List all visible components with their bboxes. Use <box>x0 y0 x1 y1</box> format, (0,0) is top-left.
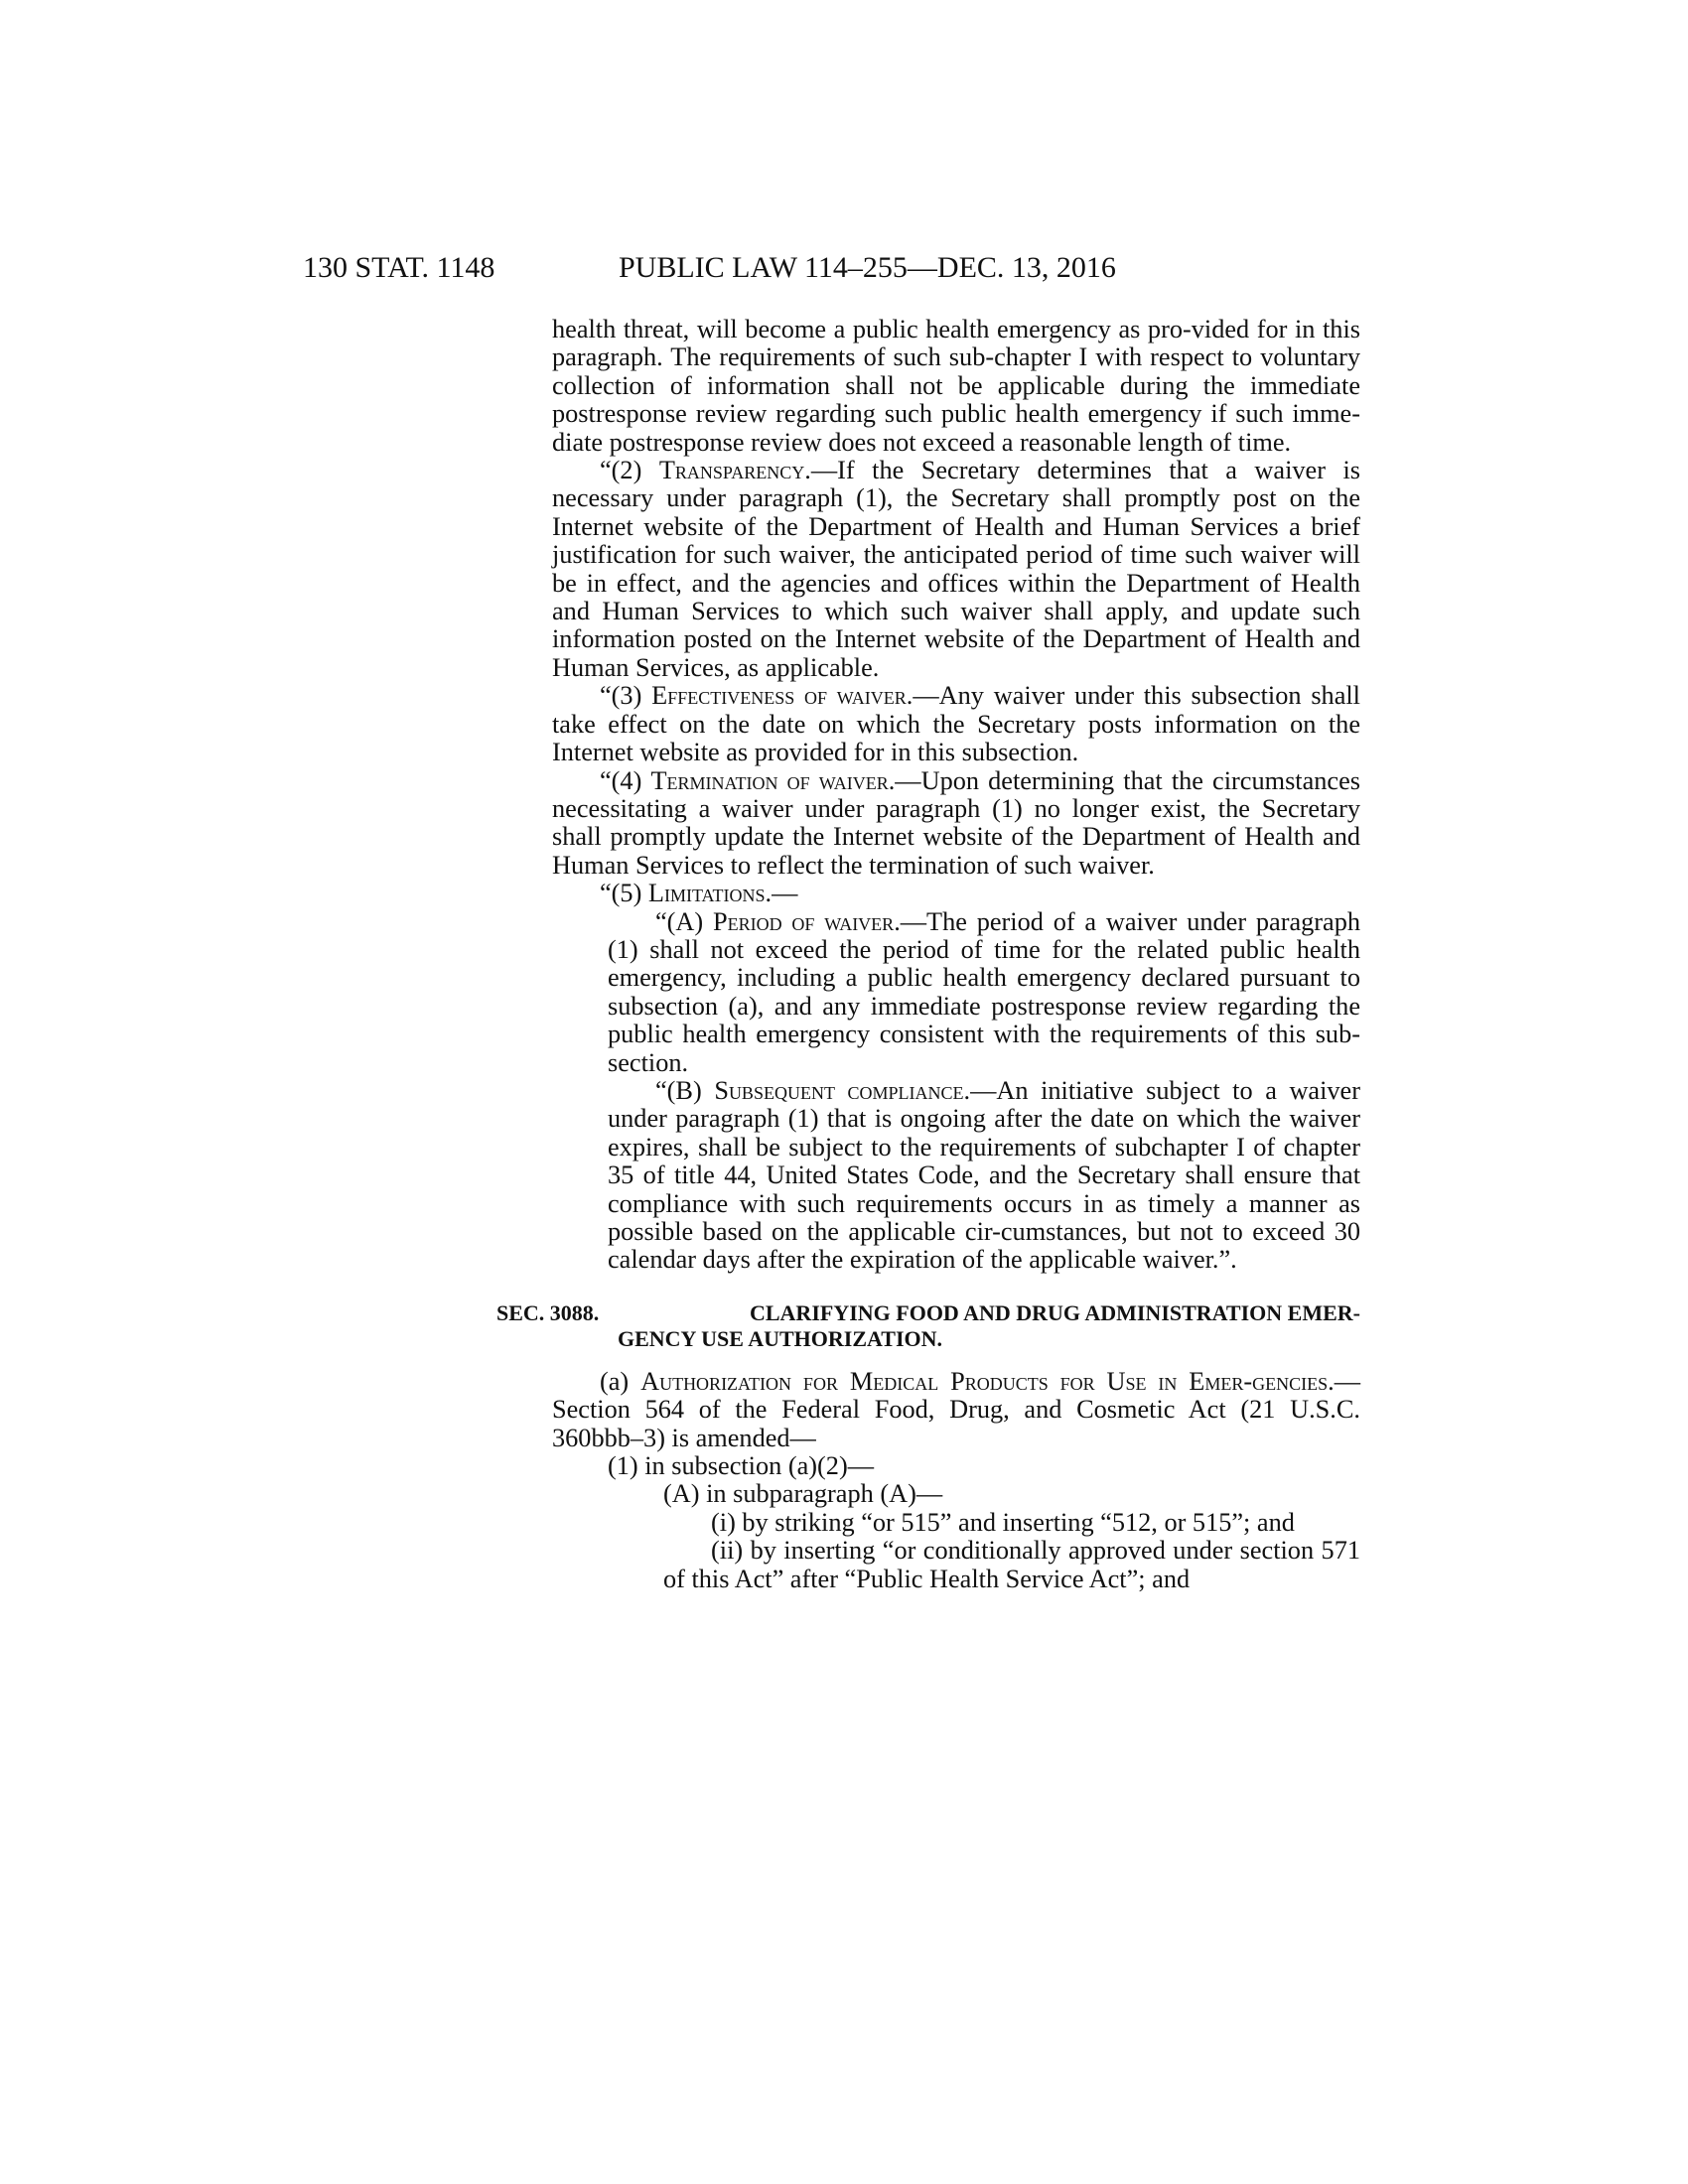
paragraph-text: .— <box>765 879 798 908</box>
paragraph-heading: Limitations <box>647 879 766 908</box>
list-item-ii: (ii) by inserting “or conditionally approved under section 571 of this Act” after “Public Health Service Act”; and <box>663 1536 1360 1593</box>
paragraph-heading: Subsequent compliance <box>714 1075 964 1105</box>
paragraph-number: “(4) <box>600 765 642 795</box>
section-heading <box>496 1300 1360 1352</box>
paragraph-text: .—If the Secretary determines that a waiver is necessary under paragraph (1), the Secretary shall promptly post on the Internet website of the Department of Health and Human Services a brief justification for such waiver, the anticipated period of time such waiver will be in effect, and the agencies and offices within the Department of Health and Human Services to which such waiver shall apply, and update such information posted on the Internet website of the Department of Health and Human Services, as applicable. <box>552 456 1360 682</box>
running-head: PUBLIC LAW 114–255—DEC. 13, 2016 <box>619 251 1116 284</box>
subparagraph-a-period-of-waiver <box>608 908 1360 1077</box>
list-item-a: (A) in subparagraph (A)— <box>663 1479 943 1509</box>
statute-reference: 130 STAT. 1148 <box>303 251 495 284</box>
paragraph-text: .—The period of a waiver under paragraph (1) shall not exceed the period of time for the related public health emergency, including a public health emergency declared pursuant to subsection (a), and any immediate postresponse review regarding the public health emergency consistent with the requirements of this sub-section. <box>608 906 1360 1077</box>
section-title-continuation: GENCY USE AUTHORIZATION. <box>618 1325 943 1351</box>
subparagraph-b-subsequent-compliance <box>608 1077 1360 1275</box>
paragraph-text: .—Any waiver under this subsection shall take effect on the date on which the Secretary posts information on the Internet website as provided for in this subsection. <box>552 681 1360 767</box>
text-column <box>496 315 1361 1593</box>
paragraph-text: .—Upon determining that the circumstances necessitating a waiver under paragraph (1) no longer exist, the Secretary shall promptly update the Internet website of the Department of Health and Human Services to reflect the termination of such waiver. <box>552 765 1361 880</box>
paragraph-number: (a) <box>600 1366 630 1396</box>
paragraph-number: “(A) <box>655 906 704 936</box>
section-heading-line <box>496 1300 1360 1326</box>
paragraph-text: .—An initiative subject to a waiver under paragraph (1) that is ongoing after the date on which the waiver expires, shall be subject to the requirements of subchapter I of chapter 35 of title 44, United States Code, and the Secretary shall ensure that compliance with such requirements occurs in as timely a manner as possible based on the applicable cir-cumstances, but not to exceed 30 calendar days after the expiration of the applicable waiver.”. <box>608 1075 1360 1275</box>
section-title: CLARIFYING FOOD AND DRUG ADMINISTRATION EMER- <box>749 1299 1360 1325</box>
paragraph-number: “(5) <box>600 879 642 908</box>
paragraph-2-transparency <box>552 457 1360 682</box>
paragraph-heading: Period of waiver <box>712 906 895 936</box>
paragraph-4-termination <box>552 767 1360 881</box>
paragraph-number: “(B) <box>655 1075 702 1105</box>
paragraph-text: .—Section 564 of the Federal Food, Drug, and Cosmetic Act (21 U.S.C. 360bbb–3) is amended— <box>552 1366 1360 1452</box>
paragraph-heading: Transparency <box>658 456 805 485</box>
list-item-1: (1) in subsection (a)(2)— <box>608 1451 875 1481</box>
paragraph-3-effectiveness <box>552 682 1360 766</box>
paragraph-heading: Termination of waiver <box>650 765 889 795</box>
subsection-a-authorization <box>552 1368 1360 1452</box>
section-number: SEC. 3088. <box>496 1299 600 1325</box>
paragraph-number: “(3) <box>600 681 642 711</box>
paragraph-5-limitations <box>552 880 1360 907</box>
paragraph-heading: Authorization for Medical Products for Use in Emer-gencies <box>640 1366 1329 1396</box>
paragraph-number: “(2) <box>600 456 642 485</box>
continuation-paragraph: health threat, will become a public health emergency as pro-vided for in this paragraph. The requirements of such sub-chapter I with respect to voluntary collection of information shall not be applicable during the immediate postresponse review regarding such public health emergency if such imme-diate postresponse review does not exceed a reasonable length of time. <box>552 315 1360 457</box>
page-header <box>0 248 1688 288</box>
list-item-i: (i) by striking “or 515” and inserting “512, or 515”; and <box>711 1507 1295 1537</box>
paragraph-heading: Effectiveness of waiver <box>651 681 907 711</box>
